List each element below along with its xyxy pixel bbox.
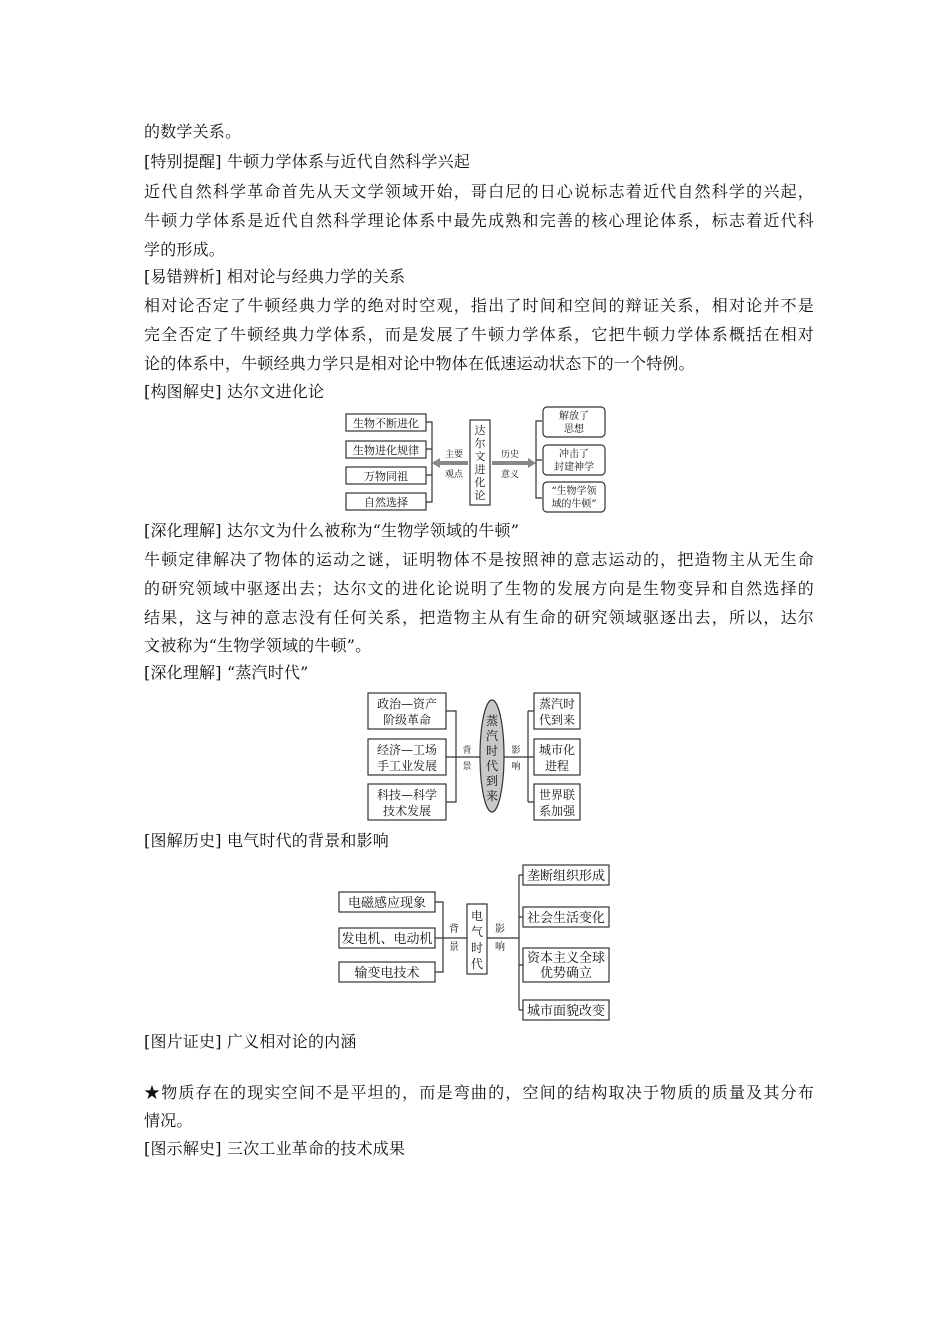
paragraph-line: 的研究领域中驱逐出去；达尔文的进化论说明了生物的发展方向是生物变异和自然选择的 bbox=[144, 579, 814, 598]
steam-center-char: 汽 bbox=[485, 729, 499, 743]
darwin-center-char: 文 bbox=[474, 450, 486, 463]
electric-right-label: 垄断组织形成 bbox=[526, 869, 606, 884]
steam-age-diagram bbox=[362, 689, 592, 823]
darwin-right-bracket bbox=[536, 421, 542, 498]
steam-center-char: 来 bbox=[485, 789, 499, 803]
electric-right-label: 资本主义全球 bbox=[526, 951, 606, 966]
steam-right-label: 城市化 bbox=[538, 743, 576, 757]
darwin-right-label: 思想 bbox=[564, 424, 584, 435]
darwin-center-char: 论 bbox=[474, 489, 486, 502]
paragraph-line: 学的形成。 bbox=[144, 240, 226, 259]
section-heading: [图示解史] 三次工业革命的技术成果 bbox=[144, 1139, 406, 1158]
paragraph-line: 牛顿力学体系是近代自然科学理论体系中最先成熟和完善的核心理论体系，标志着近代科 bbox=[144, 211, 814, 230]
electric-left-label: 电磁感应现象 bbox=[347, 896, 427, 911]
darwin-right-label: 域的牛顿” bbox=[551, 499, 597, 510]
steam-left-label: 技术发展 bbox=[382, 804, 432, 818]
steam-center-char: 代 bbox=[485, 759, 499, 773]
electric-center-char: 电 bbox=[470, 909, 484, 923]
steam-left-label: 阶级革命 bbox=[382, 713, 432, 727]
steam-right-label: 系加强 bbox=[538, 804, 576, 818]
paragraph-line: ★物质存在的现实空间不是平坦的，而是弯曲的，空间的结构取决于物质的质量及其分布 bbox=[144, 1083, 814, 1102]
paragraph-line: 情况。 bbox=[144, 1111, 193, 1130]
steam-right-label: 进程 bbox=[544, 759, 570, 773]
electric-right-label: 城市面貌改变 bbox=[526, 1004, 606, 1019]
steam-right-label: 蒸汽时 bbox=[538, 697, 576, 711]
darwin-left-label: 自然选择 bbox=[364, 496, 408, 509]
steam-center-char: 蒸 bbox=[485, 714, 499, 728]
darwin-center-char: 达 bbox=[474, 424, 486, 437]
electric-center-char: 气 bbox=[470, 925, 484, 939]
darwin-evolution-diagram bbox=[340, 402, 615, 520]
steam-left-label: 经济—工场 bbox=[376, 743, 438, 757]
darwin-left-label: 生物不断进化 bbox=[353, 417, 419, 430]
electric-right-caption: 影 bbox=[495, 924, 505, 935]
section-heading: [图片证史] 广义相对论的内涵 bbox=[144, 1032, 357, 1051]
paragraph-line: 文被称为“生物学领域的牛顿”。 bbox=[144, 636, 372, 655]
darwin-left-caption: 主要 bbox=[444, 450, 464, 460]
darwin-center-char: 化 bbox=[474, 476, 486, 489]
darwin-left-label: 万物同祖 bbox=[364, 470, 408, 483]
electric-center-char: 代 bbox=[470, 957, 484, 971]
steam-right-label: 代到来 bbox=[538, 713, 576, 727]
electric-left-label: 发电机、电动机 bbox=[341, 932, 433, 947]
section-heading: [深化理解] “蒸汽时代” bbox=[144, 663, 309, 682]
darwin-center-char: 进 bbox=[474, 463, 486, 476]
electric-left-caption: 背 bbox=[449, 924, 459, 935]
darwin-right-label: 封建神学 bbox=[554, 462, 594, 473]
paragraph-line: 结果，这与神的意志没有任何关系，把造物主从有生命的研究领域驱逐出去，所以，达尔 bbox=[144, 608, 814, 627]
darwin-left-bracket bbox=[426, 422, 432, 502]
darwin-right-label: “生物学领 bbox=[551, 486, 597, 497]
paragraph-line: 完全否定了牛顿经典力学体系，而是发展了牛顿力学体系，它把牛顿力学体系概括在相对 bbox=[144, 325, 814, 344]
steam-left-bracket bbox=[446, 711, 482, 802]
paragraph-line: 论的体系中，牛顿经典力学只是相对论中物体在低速运动状态下的一个特例。 bbox=[144, 354, 695, 373]
paragraph-line: 相对论否定了牛顿经典力学的绝对时空观，指出了时间和空间的辩证关系，相对论并不是 bbox=[144, 296, 814, 315]
darwin-right-label: 冲击了 bbox=[559, 449, 589, 460]
darwin-left-caption: 观点 bbox=[444, 470, 464, 480]
steam-left-label: 手工业发展 bbox=[376, 759, 438, 773]
darwin-left-arrowhead bbox=[432, 458, 440, 468]
steam-left-label: 科技—科学 bbox=[376, 788, 438, 802]
steam-left-label: 政治—资产 bbox=[376, 697, 438, 711]
electric-left-caption: 景 bbox=[449, 942, 459, 953]
section-heading: [图解历史] 电气时代的背景和影响 bbox=[144, 831, 389, 850]
steam-center-char: 到 bbox=[485, 774, 499, 788]
section-heading: [易错辨析] 相对论与经典力学的关系 bbox=[144, 267, 406, 286]
electric-right-label: 优势确立 bbox=[539, 966, 593, 981]
steam-left-caption: 背 bbox=[462, 746, 472, 756]
section-heading: [特别提醒] 牛顿力学体系与近代自然科学兴起 bbox=[144, 152, 470, 171]
darwin-right-label: 解放了 bbox=[559, 411, 589, 422]
steam-right-caption: 响 bbox=[511, 762, 521, 772]
steam-right-bracket bbox=[504, 711, 534, 802]
electric-age-diagram bbox=[333, 860, 618, 1025]
electric-right-bracket bbox=[487, 875, 523, 1010]
steam-right-caption: 影 bbox=[511, 746, 521, 756]
paragraph-line: 牛顿定律解决了物体的运动之谜，证明物体不是按照神的意志运动的，把造物主从无生命 bbox=[144, 550, 814, 569]
steam-right-label: 世界联 bbox=[538, 788, 576, 802]
darwin-right-caption: 意义 bbox=[500, 470, 520, 480]
darwin-left-label: 生物进化规律 bbox=[353, 444, 419, 457]
electric-right-caption: 响 bbox=[495, 942, 505, 953]
paragraph-line: 的数学关系。 bbox=[144, 122, 242, 141]
electric-left-label: 输变电技术 bbox=[354, 966, 420, 981]
darwin-center-char: 尔 bbox=[474, 437, 486, 450]
darwin-right-caption: 历史 bbox=[500, 450, 520, 460]
section-heading: [构图解史] 达尔文进化论 bbox=[144, 382, 325, 401]
paragraph-line: 近代自然科学革命首先从天文学领域开始，哥白尼的日心说标志着近代自然科学的兴起， bbox=[144, 182, 814, 201]
steam-center-char: 时 bbox=[485, 744, 499, 758]
electric-right-label: 社会生活变化 bbox=[526, 911, 606, 926]
electric-left-bracket bbox=[435, 902, 467, 972]
section-heading: [深化理解] 达尔文为什么被称为“生物学领域的牛顿” bbox=[144, 521, 520, 540]
steam-left-caption: 景 bbox=[462, 762, 472, 772]
electric-center-char: 时 bbox=[470, 941, 484, 955]
darwin-right-arrowhead bbox=[528, 458, 536, 468]
